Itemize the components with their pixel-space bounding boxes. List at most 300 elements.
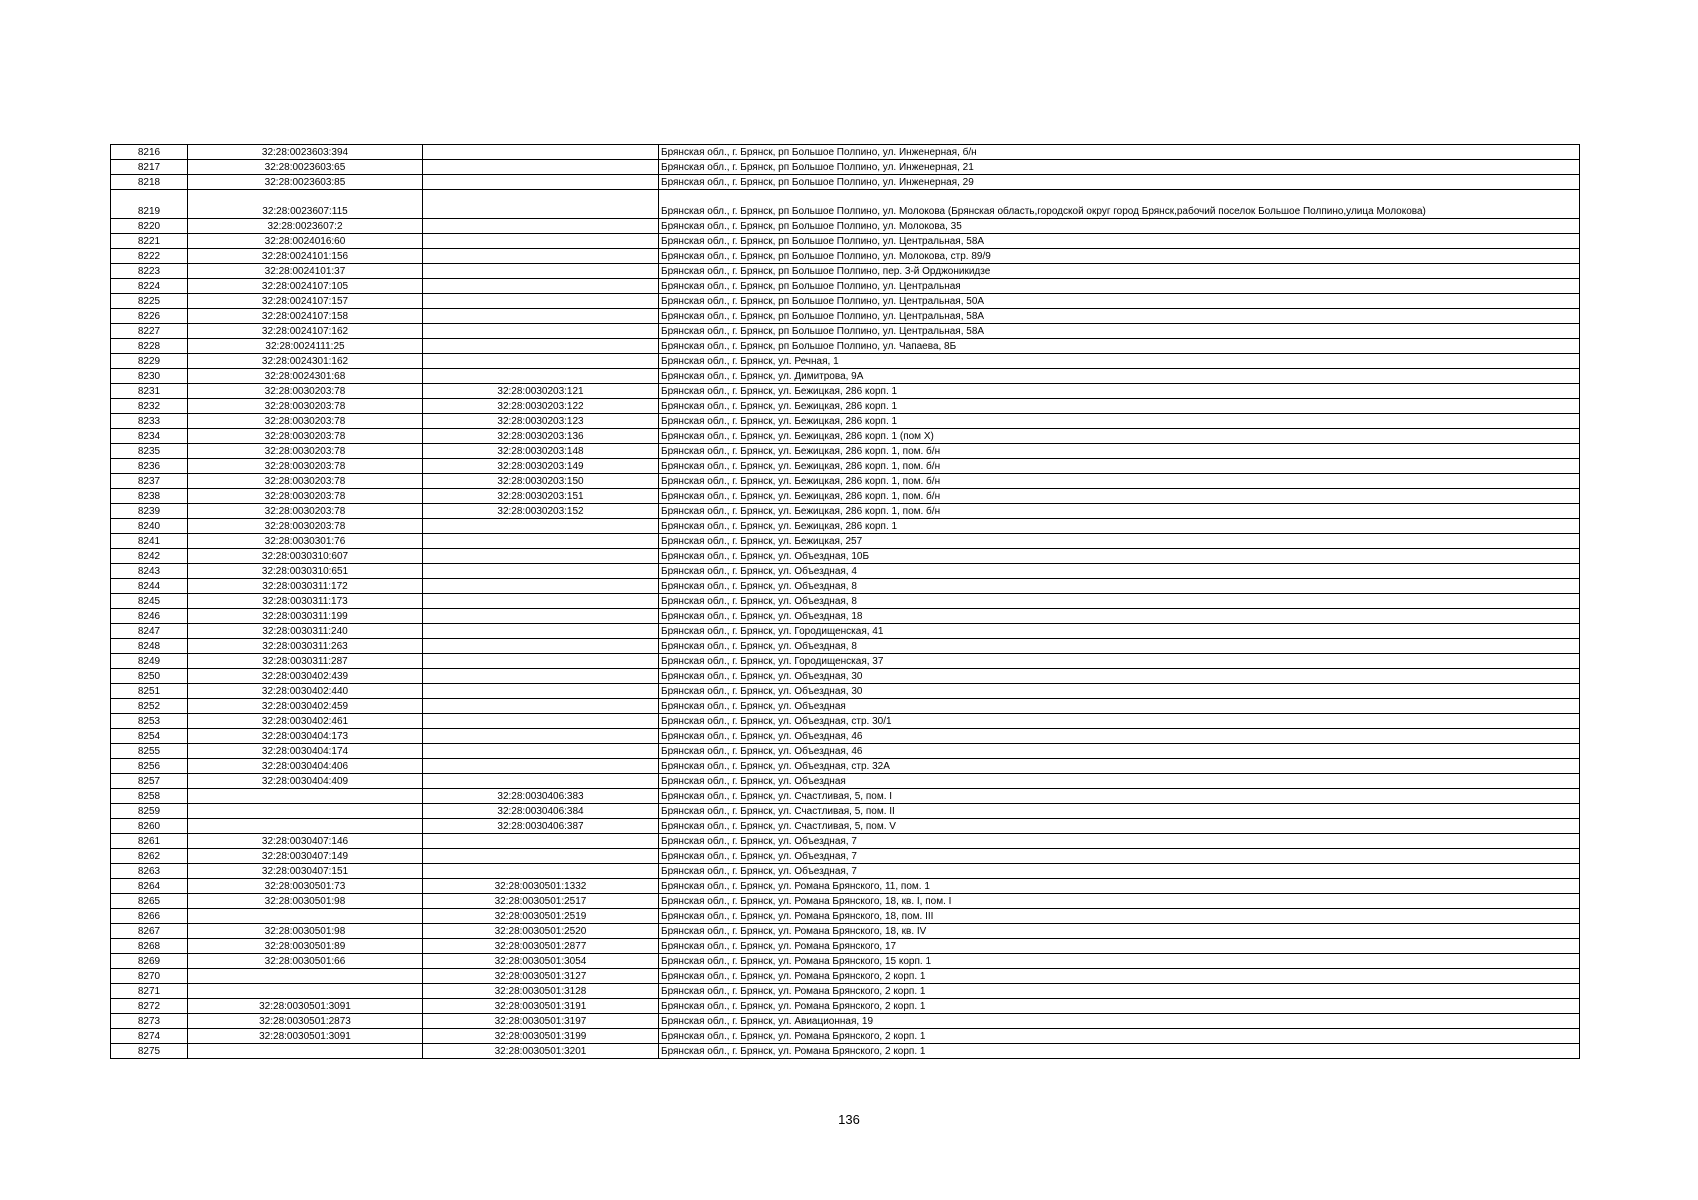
land-cadastral-cell: 32:28:0030203:78 (188, 414, 423, 429)
row-number-cell: 8241 (111, 534, 188, 549)
row-number-cell: 8232 (111, 399, 188, 414)
address-cell: Брянская обл., г. Брянск, ул. Бежицкая, 286 корп. 1, пом. б/н (659, 474, 1580, 489)
address-cell: Брянская обл., г. Брянск, рп Большое Полпино, ул. Центральная, 58А (659, 309, 1580, 324)
object-cadastral-cell: 32:28:0030203:136 (423, 429, 659, 444)
object-cadastral-cell (423, 294, 659, 309)
land-cadastral-cell: 32:28:0030203:78 (188, 444, 423, 459)
table-row (111, 864, 1580, 879)
address-cell: Брянская обл., г. Брянск, ул. Романа Брянского, 2 корп. 1 (659, 1044, 1580, 1059)
row-number-cell: 8230 (111, 369, 188, 384)
row-number-cell: 8261 (111, 834, 188, 849)
table-row (111, 474, 1580, 489)
table-row (111, 175, 1580, 190)
land-cadastral-cell: 32:28:0030402:461 (188, 714, 423, 729)
object-cadastral-cell: 32:28:0030501:2520 (423, 924, 659, 939)
address-cell: Брянская обл., г. Брянск, ул. Объездная (659, 774, 1580, 789)
row-number-cell: 8267 (111, 924, 188, 939)
table-row (111, 669, 1580, 684)
address-cell: Брянская обл., г. Брянск, ул. Романа Брянского, 17 (659, 939, 1580, 954)
address-cell: Брянская обл., г. Брянск, ул. Счастливая, 5, пом. I (659, 789, 1580, 804)
object-cadastral-cell (423, 234, 659, 249)
object-cadastral-cell (423, 864, 659, 879)
row-number-cell: 8248 (111, 639, 188, 654)
address-cell: Брянская обл., г. Брянск, ул. Романа Брянского, 11, пом. 1 (659, 879, 1580, 894)
table-row (111, 1044, 1580, 1059)
table-row (111, 984, 1580, 999)
object-cadastral-cell (423, 369, 659, 384)
land-cadastral-cell (188, 984, 423, 999)
row-number-cell: 8243 (111, 564, 188, 579)
row-number-cell: 8270 (111, 969, 188, 984)
address-cell: Брянская обл., г. Брянск, ул. Бежицкая, 286 корп. 1 (659, 519, 1580, 534)
address-cell: Брянская обл., г. Брянск, ул. Объездная, 10Б (659, 549, 1580, 564)
row-number-cell: 8259 (111, 804, 188, 819)
land-cadastral-cell: 32:28:0030311:173 (188, 594, 423, 609)
table-row (111, 459, 1580, 474)
page-number: 136 (838, 1112, 860, 1127)
address-cell: Брянская обл., г. Брянск, ул. Романа Брянского, 2 корп. 1 (659, 984, 1580, 999)
table-row (111, 849, 1580, 864)
address-cell: Брянская обл., г. Брянск, ул. Объездная, 7 (659, 864, 1580, 879)
land-cadastral-cell: 32:28:0030501:3091 (188, 999, 423, 1014)
row-number-cell: 8265 (111, 894, 188, 909)
land-cadastral-cell: 32:28:0030501:98 (188, 924, 423, 939)
address-cell: Брянская обл., г. Брянск, ул. Объездная, 8 (659, 579, 1580, 594)
land-cadastral-cell: 32:28:0030203:78 (188, 474, 423, 489)
row-number-cell: 8274 (111, 1029, 188, 1044)
row-number-cell: 8275 (111, 1044, 188, 1059)
table-row (111, 624, 1580, 639)
object-cadastral-cell (423, 579, 659, 594)
address-cell: Брянская обл., г. Брянск, ул. Авиационная, 19 (659, 1014, 1580, 1029)
land-cadastral-cell: 32:28:0024107:158 (188, 309, 423, 324)
land-cadastral-cell: 32:28:0030407:146 (188, 834, 423, 849)
row-number-cell: 8225 (111, 294, 188, 309)
table-row (111, 309, 1580, 324)
table-row (111, 414, 1580, 429)
row-number-cell: 8235 (111, 444, 188, 459)
address-cell: Брянская обл., г. Брянск, рп Большое Полпино, ул. Молокова (Брянская область,городской округ город Брянск,рабочий поселок Большое Полпино,улица Молокова) (659, 190, 1580, 219)
table-row (111, 234, 1580, 249)
land-cadastral-cell: 32:28:0030501:3091 (188, 1029, 423, 1044)
table-row (111, 954, 1580, 969)
address-cell: Брянская обл., г. Брянск, рп Большое Полпино, ул. Инженерная, б/н (659, 145, 1580, 160)
object-cadastral-cell: 32:28:0030406:383 (423, 789, 659, 804)
object-cadastral-cell (423, 264, 659, 279)
address-cell: Брянская обл., г. Брянск, ул. Городищенская, 41 (659, 624, 1580, 639)
table-row (111, 999, 1580, 1014)
land-cadastral-cell: 32:28:0030310:607 (188, 549, 423, 564)
land-cadastral-cell: 32:28:0030501:66 (188, 954, 423, 969)
row-number-cell: 8250 (111, 669, 188, 684)
address-cell: Брянская обл., г. Брянск, ул. Романа Брянского, 2 корп. 1 (659, 999, 1580, 1014)
object-cadastral-cell (423, 834, 659, 849)
table-row (111, 369, 1580, 384)
object-cadastral-cell (423, 744, 659, 759)
table-row (111, 249, 1580, 264)
object-cadastral-cell (423, 654, 659, 669)
object-cadastral-cell: 32:28:0030501:1332 (423, 879, 659, 894)
table-row (111, 549, 1580, 564)
land-cadastral-cell: 32:28:0024111:25 (188, 339, 423, 354)
object-cadastral-cell (423, 279, 659, 294)
table-row (111, 354, 1580, 369)
address-cell: Брянская обл., г. Брянск, ул. Романа Брянского, 18, кв. IV (659, 924, 1580, 939)
address-cell: Брянская обл., г. Брянск, ул. Романа Брянского, 2 корп. 1 (659, 1029, 1580, 1044)
table-row (111, 429, 1580, 444)
land-cadastral-cell: 32:28:0023603:394 (188, 145, 423, 160)
table-row (111, 294, 1580, 309)
land-cadastral-cell: 32:28:0030501:2873 (188, 1014, 423, 1029)
row-number-cell: 8255 (111, 744, 188, 759)
row-number-cell: 8271 (111, 984, 188, 999)
row-number-cell: 8223 (111, 264, 188, 279)
row-number-cell: 8249 (111, 654, 188, 669)
row-number-cell: 8221 (111, 234, 188, 249)
address-cell: Брянская обл., г. Брянск, ул. Бежицкая, 286 корп. 1, пом. б/н (659, 489, 1580, 504)
object-cadastral-cell (423, 849, 659, 864)
object-cadastral-cell: 32:28:0030203:123 (423, 414, 659, 429)
land-cadastral-cell: 32:28:0030203:78 (188, 519, 423, 534)
land-cadastral-cell (188, 819, 423, 834)
object-cadastral-cell: 32:28:0030203:150 (423, 474, 659, 489)
object-cadastral-cell: 32:28:0030203:122 (423, 399, 659, 414)
table-row (111, 384, 1580, 399)
land-cadastral-cell: 32:28:0030404:173 (188, 729, 423, 744)
table-row (111, 219, 1580, 234)
table-row (111, 879, 1580, 894)
object-cadastral-cell (423, 145, 659, 160)
address-cell: Брянская обл., г. Брянск, рп Большое Полпино, ул. Центральная, 50А (659, 294, 1580, 309)
land-cadastral-cell: 32:28:0030203:78 (188, 429, 423, 444)
row-number-cell: 8268 (111, 939, 188, 954)
table-row (111, 774, 1580, 789)
row-number-cell: 8220 (111, 219, 188, 234)
object-cadastral-cell (423, 354, 659, 369)
object-cadastral-cell (423, 594, 659, 609)
land-cadastral-cell: 32:28:0030404:174 (188, 744, 423, 759)
row-number-cell: 8245 (111, 594, 188, 609)
land-cadastral-cell: 32:28:0030404:406 (188, 759, 423, 774)
land-cadastral-cell: 32:28:0023607:115 (188, 190, 423, 219)
object-cadastral-cell (423, 729, 659, 744)
object-cadastral-cell (423, 714, 659, 729)
object-cadastral-cell: 32:28:0030501:3128 (423, 984, 659, 999)
object-cadastral-cell (423, 519, 659, 534)
table-row (111, 654, 1580, 669)
row-number-cell: 8218 (111, 175, 188, 190)
address-cell: Брянская обл., г. Брянск, рп Большое Полпино, ул. Центральная, 58А (659, 324, 1580, 339)
object-cadastral-cell (423, 759, 659, 774)
address-cell: Брянская обл., г. Брянск, ул. Объездная (659, 699, 1580, 714)
table-row (111, 444, 1580, 459)
object-cadastral-cell: 32:28:0030406:387 (423, 819, 659, 834)
address-cell: Брянская обл., г. Брянск, ул. Объездная, 8 (659, 639, 1580, 654)
table-body (111, 145, 1580, 1059)
address-cell: Брянская обл., г. Брянск, ул. Бежицкая, 286 корп. 1, пом. б/н (659, 504, 1580, 519)
row-number-cell: 8251 (111, 684, 188, 699)
land-cadastral-cell: 32:28:0023603:85 (188, 175, 423, 190)
address-cell: Брянская обл., г. Брянск, ул. Объездная, 7 (659, 849, 1580, 864)
table-row (111, 489, 1580, 504)
row-number-cell: 8217 (111, 160, 188, 175)
address-cell: Брянская обл., г. Брянск, ул. Романа Брянского, 15 корп. 1 (659, 954, 1580, 969)
table-row (111, 145, 1580, 160)
row-number-cell: 8238 (111, 489, 188, 504)
row-number-cell: 8227 (111, 324, 188, 339)
land-cadastral-cell: 32:28:0030311:287 (188, 654, 423, 669)
land-cadastral-cell: 32:28:0024301:162 (188, 354, 423, 369)
row-number-cell: 8231 (111, 384, 188, 399)
table-row (111, 160, 1580, 175)
address-cell: Брянская обл., г. Брянск, ул. Городищенская, 37 (659, 654, 1580, 669)
row-number-cell: 8252 (111, 699, 188, 714)
land-cadastral-cell: 32:28:0030203:78 (188, 489, 423, 504)
land-cadastral-cell: 32:28:0024101:156 (188, 249, 423, 264)
object-cadastral-cell (423, 669, 659, 684)
table-row (111, 1014, 1580, 1029)
address-cell: Брянская обл., г. Брянск, ул. Бежицкая, 286 корп. 1 (659, 414, 1580, 429)
table-row (111, 834, 1580, 849)
address-cell: Брянская обл., г. Брянск, рп Большое Полпино, ул. Молокова, стр. 89/9 (659, 249, 1580, 264)
land-cadastral-cell: 32:28:0024107:157 (188, 294, 423, 309)
object-cadastral-cell: 32:28:0030501:2519 (423, 909, 659, 924)
table-row (111, 789, 1580, 804)
address-cell: Брянская обл., г. Брянск, ул. Объездная, 4 (659, 564, 1580, 579)
land-cadastral-cell: 32:28:0030402:440 (188, 684, 423, 699)
land-cadastral-cell: 32:28:0030407:149 (188, 849, 423, 864)
address-cell: Брянская обл., г. Брянск, ул. Бежицкая, 286 корп. 1, пом. б/н (659, 444, 1580, 459)
land-cadastral-cell: 32:28:0024107:105 (188, 279, 423, 294)
row-number-cell: 8226 (111, 309, 188, 324)
land-cadastral-cell: 32:28:0030407:151 (188, 864, 423, 879)
address-cell: Брянская обл., г. Брянск, ул. Бежицкая, 286 корп. 1 (659, 384, 1580, 399)
address-cell: Брянская обл., г. Брянск, ул. Романа Брянского, 2 корп. 1 (659, 969, 1580, 984)
row-number-cell: 8256 (111, 759, 188, 774)
row-number-cell: 8229 (111, 354, 188, 369)
land-cadastral-cell: 32:28:0030501:73 (188, 879, 423, 894)
row-number-cell: 8233 (111, 414, 188, 429)
object-cadastral-cell (423, 160, 659, 175)
registry-sheet (110, 144, 1579, 1059)
address-cell: Брянская обл., г. Брянск, ул. Объездная, стр. 32А (659, 759, 1580, 774)
row-number-cell: 8219 (111, 190, 188, 219)
table-row (111, 819, 1580, 834)
table-row (111, 744, 1580, 759)
row-number-cell: 8228 (111, 339, 188, 354)
table-row (111, 339, 1580, 354)
table-row (111, 939, 1580, 954)
row-number-cell: 8247 (111, 624, 188, 639)
object-cadastral-cell (423, 549, 659, 564)
row-number-cell: 8236 (111, 459, 188, 474)
table-row (111, 684, 1580, 699)
row-number-cell: 8269 (111, 954, 188, 969)
table-row (111, 564, 1580, 579)
land-cadastral-cell (188, 969, 423, 984)
address-cell: Брянская обл., г. Брянск, рп Большое Полпино, ул. Чапаева, 8Б (659, 339, 1580, 354)
land-cadastral-cell (188, 909, 423, 924)
address-cell: Брянская обл., г. Брянск, рп Большое Полпино, ул. Инженерная, 21 (659, 160, 1580, 175)
object-cadastral-cell: 32:28:0030501:3199 (423, 1029, 659, 1044)
land-cadastral-cell: 32:28:0024016:60 (188, 234, 423, 249)
address-cell: Брянская обл., г. Брянск, ул. Объездная, 8 (659, 594, 1580, 609)
land-cadastral-cell: 32:28:0023603:65 (188, 160, 423, 175)
object-cadastral-cell (423, 564, 659, 579)
table-row (111, 714, 1580, 729)
object-cadastral-cell (423, 774, 659, 789)
address-cell: Брянская обл., г. Брянск, ул. Объездная, 46 (659, 729, 1580, 744)
land-cadastral-cell (188, 789, 423, 804)
object-cadastral-cell: 32:28:0030501:3191 (423, 999, 659, 1014)
address-cell: Брянская обл., г. Брянск, ул. Димитрова, 9А (659, 369, 1580, 384)
table-row (111, 729, 1580, 744)
row-number-cell: 8264 (111, 879, 188, 894)
land-cadastral-cell: 32:28:0030404:409 (188, 774, 423, 789)
object-cadastral-cell: 32:28:0030406:384 (423, 804, 659, 819)
object-cadastral-cell (423, 175, 659, 190)
row-number-cell: 8260 (111, 819, 188, 834)
object-cadastral-cell: 32:28:0030203:152 (423, 504, 659, 519)
address-cell: Брянская обл., г. Брянск, ул. Бежицкая, 286 корп. 1, пом. б/н (659, 459, 1580, 474)
object-cadastral-cell: 32:28:0030203:151 (423, 489, 659, 504)
object-cadastral-cell: 32:28:0030203:148 (423, 444, 659, 459)
object-cadastral-cell (423, 639, 659, 654)
land-cadastral-cell: 32:28:0030402:459 (188, 699, 423, 714)
table-row (111, 909, 1580, 924)
table-row (111, 894, 1580, 909)
land-cadastral-cell: 32:28:0030311:240 (188, 624, 423, 639)
table-row (111, 190, 1580, 219)
table-row (111, 534, 1580, 549)
address-cell: Брянская обл., г. Брянск, ул. Объездная, стр. 30/1 (659, 714, 1580, 729)
object-cadastral-cell: 32:28:0030501:2877 (423, 939, 659, 954)
land-cadastral-cell: 32:28:0030501:98 (188, 894, 423, 909)
land-cadastral-cell: 32:28:0030203:78 (188, 504, 423, 519)
land-cadastral-cell: 32:28:0023607:2 (188, 219, 423, 234)
address-cell: Брянская обл., г. Брянск, ул. Объездная, 7 (659, 834, 1580, 849)
registry-table (110, 144, 1580, 1059)
address-cell: Брянская обл., г. Брянск, ул. Речная, 1 (659, 354, 1580, 369)
table-row (111, 579, 1580, 594)
table-row (111, 699, 1580, 714)
table-row (111, 639, 1580, 654)
object-cadastral-cell (423, 324, 659, 339)
table-row (111, 609, 1580, 624)
land-cadastral-cell: 32:28:0024301:68 (188, 369, 423, 384)
address-cell: Брянская обл., г. Брянск, ул. Объездная, 30 (659, 669, 1580, 684)
object-cadastral-cell: 32:28:0030501:3054 (423, 954, 659, 969)
table-row (111, 279, 1580, 294)
table-row (111, 519, 1580, 534)
address-cell: Брянская обл., г. Брянск, ул. Бежицкая, 286 корп. 1 (пом X) (659, 429, 1580, 444)
object-cadastral-cell: 32:28:0030203:121 (423, 384, 659, 399)
object-cadastral-cell (423, 609, 659, 624)
row-number-cell: 8263 (111, 864, 188, 879)
address-cell: Брянская обл., г. Брянск, ул. Объездная, 30 (659, 684, 1580, 699)
land-cadastral-cell (188, 1044, 423, 1059)
object-cadastral-cell (423, 219, 659, 234)
land-cadastral-cell: 32:28:0030203:78 (188, 384, 423, 399)
object-cadastral-cell (423, 684, 659, 699)
object-cadastral-cell (423, 249, 659, 264)
object-cadastral-cell (423, 309, 659, 324)
object-cadastral-cell (423, 699, 659, 714)
table-row (111, 969, 1580, 984)
land-cadastral-cell: 32:28:0024107:162 (188, 324, 423, 339)
address-cell: Брянская обл., г. Брянск, ул. Бежицкая, 257 (659, 534, 1580, 549)
object-cadastral-cell: 32:28:0030501:2517 (423, 894, 659, 909)
table-row (111, 399, 1580, 414)
table-row (111, 594, 1580, 609)
address-cell: Брянская обл., г. Брянск, ул. Бежицкая, 286 корп. 1 (659, 399, 1580, 414)
land-cadastral-cell: 32:28:0030311:199 (188, 609, 423, 624)
object-cadastral-cell (423, 624, 659, 639)
object-cadastral-cell (423, 534, 659, 549)
row-number-cell: 8237 (111, 474, 188, 489)
address-cell: Брянская обл., г. Брянск, ул. Объездная, 18 (659, 609, 1580, 624)
object-cadastral-cell: 32:28:0030501:3197 (423, 1014, 659, 1029)
row-number-cell: 8234 (111, 429, 188, 444)
row-number-cell: 8239 (111, 504, 188, 519)
land-cadastral-cell: 32:28:0030311:263 (188, 639, 423, 654)
land-cadastral-cell: 32:28:0030402:439 (188, 669, 423, 684)
row-number-cell: 8222 (111, 249, 188, 264)
row-number-cell: 8216 (111, 145, 188, 160)
land-cadastral-cell: 32:28:0030301:76 (188, 534, 423, 549)
land-cadastral-cell: 32:28:0030501:89 (188, 939, 423, 954)
land-cadastral-cell: 32:28:0030203:78 (188, 399, 423, 414)
row-number-cell: 8266 (111, 909, 188, 924)
address-cell: Брянская обл., г. Брянск, ул. Объездная, 46 (659, 744, 1580, 759)
table-row (111, 759, 1580, 774)
address-cell: Брянская обл., г. Брянск, ул. Счастливая, 5, пом. II (659, 804, 1580, 819)
address-cell: Брянская обл., г. Брянск, рп Большое Полпино, пер. 3-й Орджоникидзе (659, 264, 1580, 279)
row-number-cell: 8258 (111, 789, 188, 804)
object-cadastral-cell: 32:28:0030501:3201 (423, 1044, 659, 1059)
row-number-cell: 8254 (111, 729, 188, 744)
row-number-cell: 8272 (111, 999, 188, 1014)
table-row (111, 324, 1580, 339)
object-cadastral-cell: 32:28:0030203:149 (423, 459, 659, 474)
object-cadastral-cell (423, 190, 659, 219)
row-number-cell: 8242 (111, 549, 188, 564)
row-number-cell: 8224 (111, 279, 188, 294)
address-cell: Брянская обл., г. Брянск, рп Большое Полпино, ул. Центральная, 58А (659, 234, 1580, 249)
land-cadastral-cell: 32:28:0030203:78 (188, 459, 423, 474)
row-number-cell: 8253 (111, 714, 188, 729)
address-cell: Брянская обл., г. Брянск, ул. Счастливая, 5, пом. V (659, 819, 1580, 834)
land-cadastral-cell: 32:28:0030310:651 (188, 564, 423, 579)
row-number-cell: 8244 (111, 579, 188, 594)
row-number-cell: 8262 (111, 849, 188, 864)
table-row (111, 804, 1580, 819)
row-number-cell: 8246 (111, 609, 188, 624)
row-number-cell: 8240 (111, 519, 188, 534)
land-cadastral-cell (188, 804, 423, 819)
address-cell: Брянская обл., г. Брянск, рп Большое Полпино, ул. Инженерная, 29 (659, 175, 1580, 190)
table-row (111, 924, 1580, 939)
row-number-cell: 8273 (111, 1014, 188, 1029)
address-cell: Брянская обл., г. Брянск, рп Большое Полпино, ул. Молокова, 35 (659, 219, 1580, 234)
table-row (111, 504, 1580, 519)
address-cell: Брянская обл., г. Брянск, ул. Романа Брянского, 18, пом. III (659, 909, 1580, 924)
object-cadastral-cell: 32:28:0030501:3127 (423, 969, 659, 984)
object-cadastral-cell (423, 339, 659, 354)
land-cadastral-cell: 32:28:0024101:37 (188, 264, 423, 279)
row-number-cell: 8257 (111, 774, 188, 789)
address-cell: Брянская обл., г. Брянск, рп Большое Полпино, ул. Центральная (659, 279, 1580, 294)
